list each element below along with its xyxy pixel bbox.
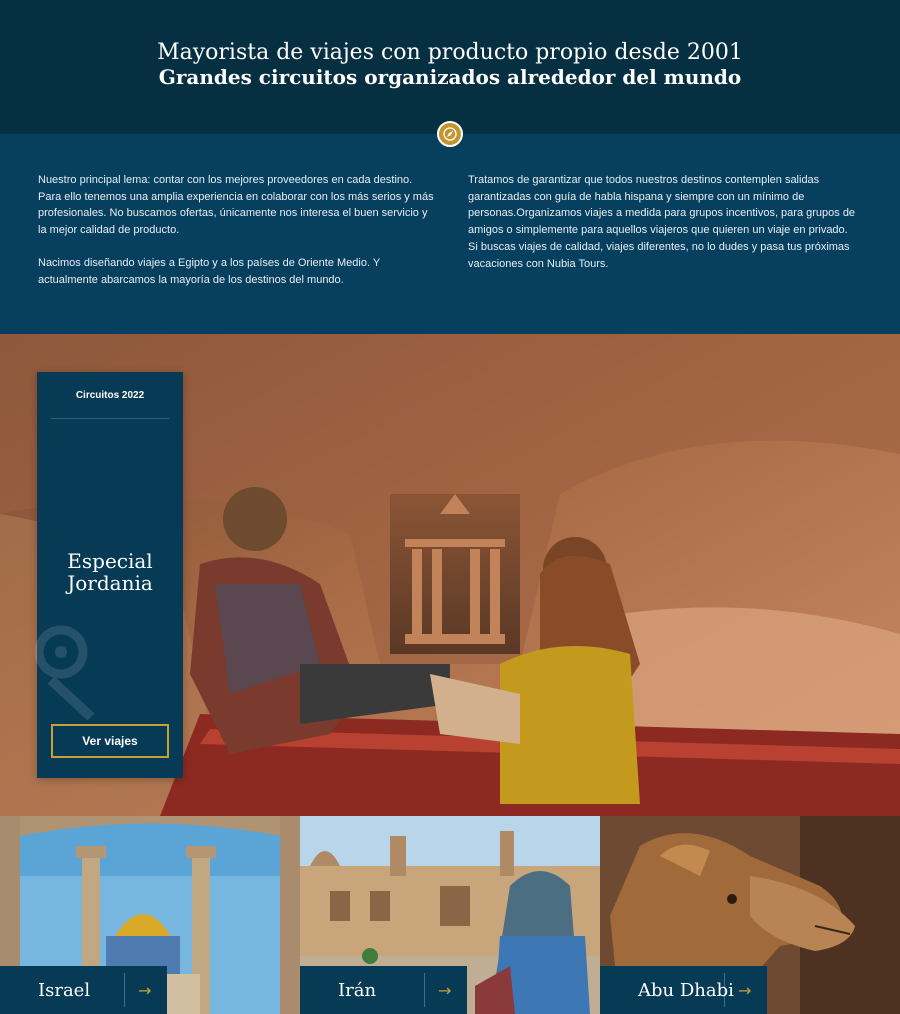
- destination-name: Irán: [338, 979, 377, 1001]
- card-title: [37, 550, 183, 594]
- intro-left-column: [38, 172, 438, 304]
- card-divider: [51, 418, 169, 419]
- feature-jordania[interactable]: [0, 334, 900, 816]
- card-eyebrow: Circuitos 2022: [75, 390, 145, 401]
- arrow-right-icon[interactable]: →: [738, 980, 752, 1000]
- intro-paragraph: Si buscas viajes de calidad, viajes diferentes, no lo dudes y pasa tus próximas vacaciones con Nubia Tours.: [468, 240, 850, 270]
- hero-banner: [0, 0, 900, 134]
- card-title-line: Especial: [67, 549, 153, 573]
- tile-label: [600, 966, 767, 1014]
- intro-paragraph: Tratamos de garantizar que todos nuestros destinos contemplen salidas garantizadas con guía de habla hispana y siempre con un mínimo de personas.Organizamos viajes a medida para grupos incentivos, para grupos de amigos o simplemente para aquellos viajeros que quieren un viaje en privado.: [468, 174, 856, 237]
- tile-label: [300, 966, 467, 1014]
- destination-tiles: [0, 816, 900, 1014]
- intro-paragraph: Nuestro principal lema: contar con los mejores proveedores en cada destino. Para ello tenemos una amplia experiencia en colaborar con los más serios y más profesionales. No buscamos ofertas, únicamente nos interesa el buen servicio y la mejor calidad de producto.: [38, 174, 434, 237]
- tile-iran[interactable]: [300, 816, 600, 1014]
- intro-right-column: [468, 172, 868, 288]
- promo-card: [37, 372, 183, 778]
- tile-abu-dhabi[interactable]: [600, 816, 900, 1014]
- watermark-logo-icon: [31, 622, 101, 722]
- arrow-right-icon[interactable]: →: [438, 980, 452, 1000]
- tile-israel[interactable]: [0, 816, 300, 1014]
- card-title-line: Jordania: [67, 571, 153, 595]
- destination-name: Israel: [38, 979, 91, 1001]
- intro-paragraph: Nacimos diseñando viajes a Egipto y a los países de Oriente Medio. Y actualmente abarcamos la mayoría de los destinos del mundo.: [38, 256, 381, 286]
- destination-name: Abu Dhabi: [638, 979, 734, 1001]
- tile-label: [0, 966, 167, 1014]
- hero-tagline: Mayorista de viajes con producto propio desde 2001: [157, 40, 743, 65]
- compass-icon: [437, 121, 463, 147]
- ver-viajes-button[interactable]: Ver viajes: [51, 724, 169, 758]
- arrow-right-icon[interactable]: →: [138, 980, 152, 1000]
- intro-section: [0, 134, 900, 334]
- hero-subtitle: Grandes circuitos organizados alrededor del mundo: [158, 65, 742, 89]
